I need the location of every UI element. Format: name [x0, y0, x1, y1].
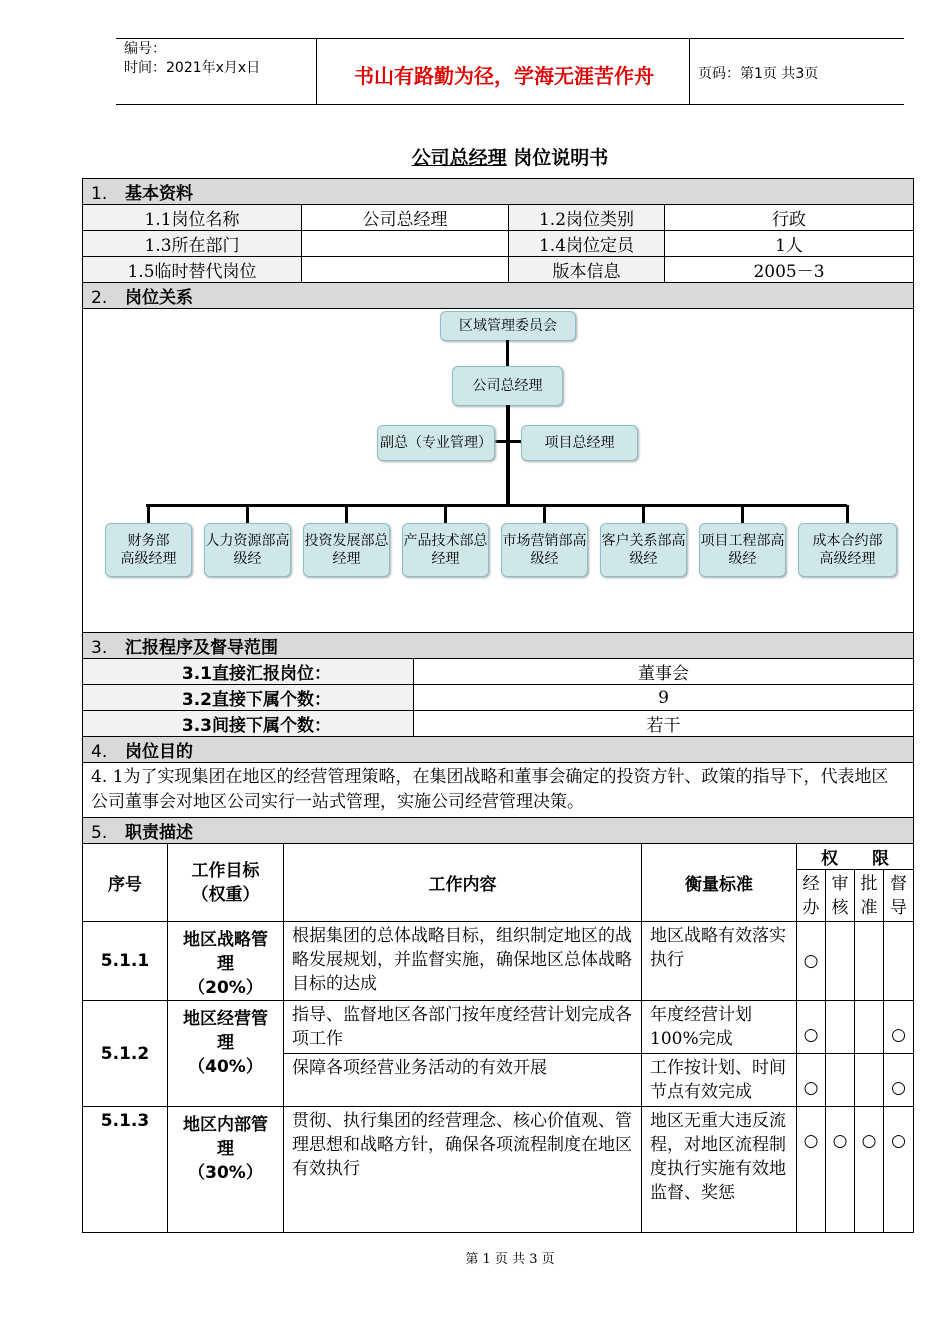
document-time-label: 时间：2021年x月x日: [124, 60, 261, 76]
title-position: 公司总经理: [411, 147, 507, 169]
page-footer: 第 1 页 共 3 页: [465, 1252, 555, 1267]
authority-mark: [826, 1001, 855, 1054]
section-basic-info: 1. 基本资料: [83, 179, 914, 205]
authority-mark: ○: [797, 1001, 826, 1054]
duties-header-goal: 工作目标 （权重）: [168, 844, 284, 922]
authority-mark: ○: [797, 922, 826, 1001]
authority-mark: ○: [855, 1107, 884, 1233]
org-node-vice-president: 副总（专业管理）: [377, 425, 495, 461]
org-node-cost-contract: 成本合约部 高级经理: [798, 523, 897, 577]
position-quota-value: 1人: [665, 231, 914, 257]
version-label: 版本信息: [509, 257, 665, 283]
authority-mark: [884, 922, 914, 1001]
indirect-subordinates-label: 3.3间接下属个数：: [83, 711, 414, 737]
duty-content: 贯彻、执行集团的经营理念、核心价值观、管理思想和战略方针，确保各项流程制度在地区有效执行: [284, 1107, 642, 1233]
org-node-marketing: 市场营销部高级经: [501, 523, 588, 577]
document-title: [0, 143, 950, 170]
duty-content: 根据集团的总体战略目标，组织制定地区的战略发展规划，并监督实施，确保地区总体战略目标的达成: [284, 922, 642, 1001]
position-category-label: 1.2岗位类别: [509, 205, 665, 231]
title-suffix: 岗位说明书: [506, 147, 609, 169]
authority-col-review: 审 核: [826, 870, 855, 922]
table-row: [83, 1001, 914, 1054]
org-chart: [83, 309, 913, 632]
duties-header-authority: 权 限: [797, 844, 914, 870]
org-node-investment: 投资发展部总经理: [303, 523, 390, 577]
direct-subordinates-label: 3.2直接下属个数：: [83, 685, 414, 711]
org-node-customer: 客户关系部高级经: [600, 523, 687, 577]
authority-mark: ○: [826, 1107, 855, 1233]
duty-content: 保障各项经营业务活动的有效开展: [284, 1054, 642, 1107]
authority-col-supervise: 督 导: [884, 870, 914, 922]
version-value: 2005－3: [665, 257, 914, 283]
department-value: [302, 231, 509, 257]
duty-measure: 年度经营计划100%完成: [642, 1001, 797, 1054]
org-node-hr: 人力资源部高级经: [204, 523, 291, 577]
authority-mark: [855, 1001, 884, 1054]
purpose-text: 4. 1为了实现集团在地区的经营管理策略，在集团战略和董事会确定的投资方针、政策的指导下，代表地区公司董事会对地区公司实行一站式管理，实施公司经营管理决策。: [83, 763, 914, 818]
substitute-label: 1.5临时替代岗位: [83, 257, 302, 283]
header-page-number: 页码：第1页 共3页: [698, 66, 819, 82]
org-node-finance: 财务部 高级经理: [105, 523, 192, 577]
job-description-form: [82, 178, 914, 1233]
table-row: [83, 922, 914, 1001]
header-meta: [124, 40, 260, 78]
authority-mark: [826, 1054, 855, 1107]
header-motto: 书山有路勤为径，学海无涯苦作舟: [354, 64, 654, 88]
org-node-general-manager: 公司总经理: [452, 366, 563, 406]
position-name-label: 1.1岗位名称: [83, 205, 302, 231]
document-number-label: 编号：: [124, 41, 166, 57]
authority-mark: ○: [884, 1054, 914, 1107]
authority-mark: ○: [797, 1107, 826, 1233]
section-duties: 5. 职责描述: [83, 818, 914, 844]
duty-measure: 地区无重大违反流程，对地区流程制度执行实施有效地监督、奖惩: [642, 1107, 797, 1233]
duty-seq: 5.1.1: [83, 922, 168, 1001]
org-node-product-tech: 产品技术部总经理: [402, 523, 489, 577]
duty-seq: 5.1.3: [83, 1107, 168, 1233]
duties-header-content: 工作内容: [284, 844, 642, 922]
authority-mark: [855, 1054, 884, 1107]
org-node-project-gm: 项目总经理: [521, 425, 638, 461]
authority-mark: [826, 922, 855, 1001]
section-purpose: 4. 岗位目的: [83, 737, 914, 763]
authority-col-handle: 经 办: [797, 870, 826, 922]
authority-col-approve: 批 准: [855, 870, 884, 922]
duties-header-seq: 序号: [83, 844, 168, 922]
duty-content: 指导、监督地区各部门按年度经营计划完成各项工作: [284, 1001, 642, 1054]
section-reporting: 3. 汇报程序及督导范围: [83, 633, 914, 659]
duties-header-measure: 衡量标准: [642, 844, 797, 922]
duty-seq: 5.1.2: [83, 1001, 168, 1107]
indirect-subordinates-value: 若干: [414, 711, 914, 737]
duty-measure: 工作按计划、时间节点有效完成: [642, 1054, 797, 1107]
duty-goal: 地区内部管 理 （30%）: [168, 1107, 284, 1233]
position-category-value: 行政: [665, 205, 914, 231]
org-node-regional-committee: 区域管理委员会: [440, 311, 576, 341]
authority-mark: ○: [884, 1107, 914, 1233]
direct-report-value: 董事会: [414, 659, 914, 685]
authority-mark: [855, 922, 884, 1001]
authority-mark: ○: [797, 1054, 826, 1107]
direct-report-label: 3.1直接汇报岗位：: [83, 659, 414, 685]
position-quota-label: 1.4岗位定员: [509, 231, 665, 257]
duty-measure: 地区战略有效落实执行: [642, 922, 797, 1001]
org-node-engineering: 项目工程部高级经: [699, 523, 786, 577]
substitute-value: [302, 257, 509, 283]
table-row: [83, 1107, 914, 1233]
authority-mark: ○: [884, 1001, 914, 1054]
department-label: 1.3所在部门: [83, 231, 302, 257]
direct-subordinates-value: 9: [414, 685, 914, 711]
section-relationships: 2. 岗位关系: [83, 283, 914, 309]
duty-goal: 地区战略管 理 （20%）: [168, 922, 284, 1001]
duty-goal: 地区经营管 理 （40%）: [168, 1001, 284, 1107]
position-name-value: 公司总经理: [302, 205, 509, 231]
